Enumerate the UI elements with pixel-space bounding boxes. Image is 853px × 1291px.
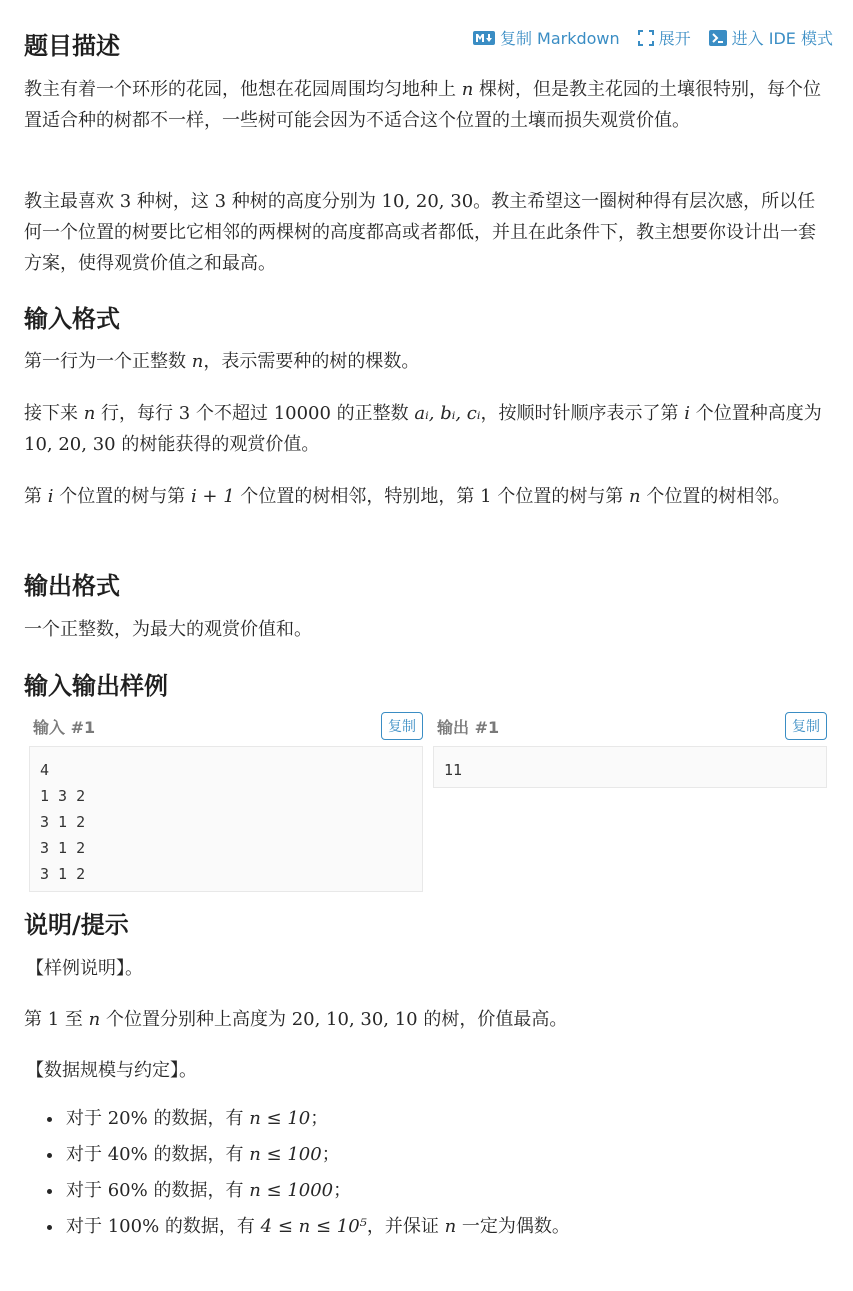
- code-line: 1 3 2: [40, 787, 86, 805]
- sample-input-panel: [29, 712, 423, 892]
- list-item: • 对于 60% 的数据，有 n ≤ 1000；: [64, 1173, 570, 1209]
- ide-mode-label: 进入 IDE 模式: [731, 29, 833, 48]
- description-paragraph-2: 教主最喜欢 3 种树，这 3 种树的高度分别为 10, 20, 30。教主希望这一圈树种得有层次感，所以任何一个位置的树要比它相邻的两棵树的高度都高或者都低，并且在此条件下，教主想要你设计出一套方案，使得观赏价值之和最高。: [24, 191, 816, 274]
- sample-output-panel: [433, 712, 827, 788]
- problem-toolbar: [473, 26, 833, 49]
- copy-input-button[interactable]: 复制: [381, 712, 423, 740]
- code-line: 3 1 2: [40, 813, 86, 831]
- copy-markdown-button[interactable]: [473, 26, 620, 49]
- code-line: 4: [40, 761, 50, 779]
- sample-output-title: 输出 #1: [437, 717, 500, 737]
- input-paragraph-3: 第 i 个位置的树与第 i + 1 个位置的树相邻，特别地，第 1 个位置的树与第 n 个位置的树相邻。: [24, 486, 791, 507]
- code-line: 11: [444, 761, 463, 779]
- list-item: • 对于 20% 的数据，有 n ≤ 10；: [64, 1101, 570, 1137]
- sample-note: 【样例说明】。: [26, 958, 143, 979]
- samples-heading: 输入输出样例: [24, 672, 168, 700]
- input-paragraph-1: 第一行为一个正整数 n，表示需要种的树的棵数。: [24, 351, 420, 372]
- constraints-list: [24, 1101, 570, 1245]
- terminal-icon: [709, 30, 727, 46]
- scale-note: 【数据规模与约定】。: [26, 1060, 197, 1081]
- output-format-heading: 输出格式: [24, 572, 120, 600]
- input-format-heading: 输入格式: [24, 305, 120, 333]
- copy-markdown-label: 复制 Markdown: [499, 29, 620, 48]
- expand-label: 展开: [658, 29, 691, 48]
- hint-heading: 说明/提示: [24, 911, 129, 939]
- sample-input-code[interactable]: [29, 746, 423, 892]
- input-paragraph-2: 接下来 n 行，每行 3 个不超过 10000 的正整数 aᵢ, bᵢ, cᵢ，按顺时针顺序表示了第 i 个位置种高度为 10, 20, 30 的树能获得的观赏价值。: [24, 403, 822, 455]
- expand-icon: [638, 30, 654, 46]
- code-line: 3 1 2: [40, 865, 86, 883]
- copy-output-button[interactable]: 复制: [785, 712, 827, 740]
- list-item: • 对于 40% 的数据，有 n ≤ 100；: [64, 1137, 570, 1173]
- sample-output-code[interactable]: [433, 746, 827, 788]
- ide-mode-button[interactable]: [709, 26, 833, 49]
- description-heading: 题目描述: [24, 32, 120, 60]
- code-line: 3 1 2: [40, 839, 86, 857]
- output-paragraph: 一个正整数，为最大的观赏价值和。: [24, 619, 312, 640]
- description-paragraph-1: 教主有着一个环形的花园，他想在花园周围均匀地种上 n 棵树，但是教主花园的土壤很特别，每个位置适合种的树都不一样，一些树可能会因为不适合这个位置的土壤而损失观赏价值。: [24, 79, 822, 131]
- list-item: • 对于 100% 的数据，有 4 ≤ n ≤ 10⁵，并保证 n 一定为偶数。: [64, 1209, 570, 1245]
- sample-input-title: 输入 #1: [33, 717, 96, 737]
- expand-button[interactable]: [638, 26, 691, 49]
- hint-paragraph-1: 第 1 至 n 个位置分别种上高度为 20, 10, 30, 10 的树，价值最高。: [24, 1009, 568, 1030]
- markdown-icon: [473, 31, 495, 45]
